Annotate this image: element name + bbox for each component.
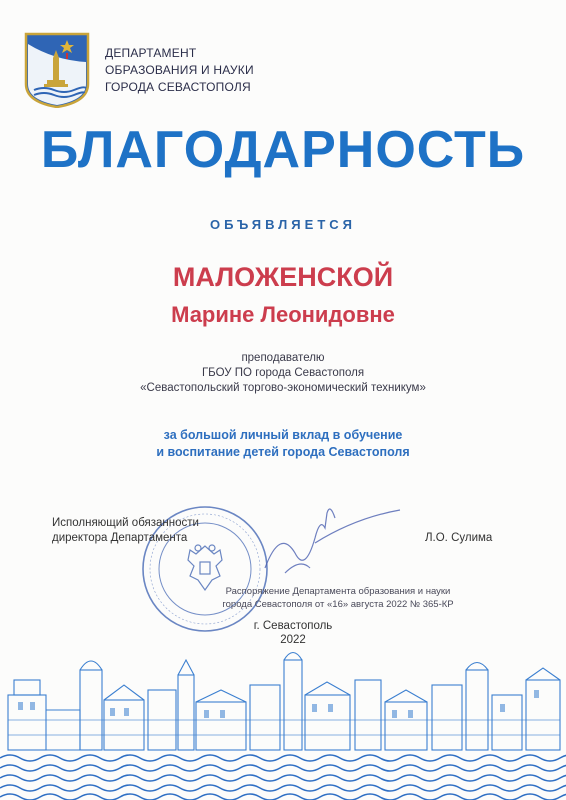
place-city: г. Севастополь [253, 620, 333, 632]
order-line: города Севастополя от «16» августа 2022 № 365-КР [222, 599, 454, 610]
position-line: ГБОУ ПО города Севастополя [201, 367, 365, 379]
signatory-name: Л.О. Сулима [425, 532, 493, 544]
recipient-name: Марине Леонидовне [171, 302, 395, 327]
announce-label: ОБЪЯВЛЯЕТСЯ [210, 217, 356, 232]
position-line: «Севастопольский торгово-экономический техникум» [140, 382, 426, 394]
signatory-title-line: Исполняющий обязанности [52, 517, 199, 529]
order-line: Распоряжение Департамента образования и науки [225, 586, 451, 597]
sevastopol-coat-of-arms-icon [24, 32, 90, 108]
award-reason [0, 427, 566, 461]
certificate-title: БЛАГОДАРНОСТЬ [40, 121, 526, 179]
department-line: ОБРАЗОВАНИЯ И НАУКИ [105, 63, 254, 77]
position-line: преподавателю [241, 352, 325, 364]
reason-line: и воспитание детей города Севастополя [156, 445, 410, 459]
recipient-surname: МАЛОЖЕНСКОЙ [172, 262, 394, 292]
department-line: ДЕПАРТАМЕНТ [105, 46, 197, 60]
signatory-title-line: директора Департамента [52, 532, 188, 544]
department-name [105, 45, 254, 96]
signature-icon [255, 498, 405, 583]
order-reference [0, 585, 566, 611]
signatory-title [52, 516, 199, 546]
place-year: 2022 [280, 634, 306, 646]
city-skyline-illustration [0, 640, 566, 800]
department-line: ГОРОДА СЕВАСТОПОЛЯ [105, 80, 251, 94]
recipient-position [0, 351, 566, 396]
reason-line: за большой личный вклад в обучение [163, 428, 403, 442]
